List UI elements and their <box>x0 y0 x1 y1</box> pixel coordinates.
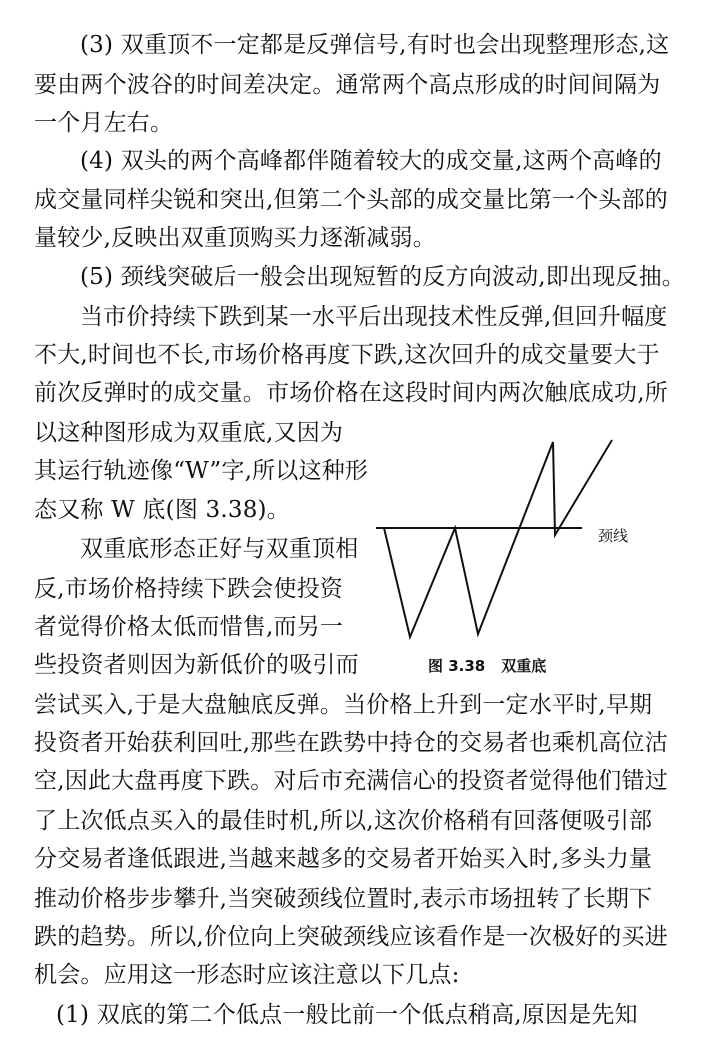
neckline-label: 颈线 <box>598 527 629 545</box>
text-line: (3) 双重顶不一定都是反弹信号,有时也会出现整理形态,这 <box>80 32 670 58</box>
text-line: 分交易者逢低跟进,当越来越多的交易者开始买入时,多头力量 <box>34 846 653 872</box>
text-line: 一个月左右。 <box>34 110 174 136</box>
w-pattern-line <box>384 440 612 637</box>
text-line: 量较少,反映出双重顶购买力逐渐减弱。 <box>34 225 436 251</box>
text-line: (1) 双底的第二个低点一般比前一个低点稍高,原因是先知 <box>56 1002 638 1028</box>
text-line: 反,市场价格持续下跌会使投资 <box>34 576 344 602</box>
text-line: 些投资者则因为新低价的吸引而 <box>34 652 359 678</box>
figure-title: 双重底 <box>501 657 547 675</box>
text-line: 要由两个波谷的时间差决定。通常两个高点形成的时间间隔为 <box>34 72 661 98</box>
text-line: 推动价格步步攀升,当突破颈线位置时,表示市场扭转了长期下 <box>34 886 653 912</box>
text-line: 了上次低点买入的最佳时机,所以,这次价格稍有回落便吸引部 <box>34 808 653 834</box>
text-line: 成交量同样尖锐和突出,但第二个头部的成交量比第一个头部的 <box>34 187 668 213</box>
text-line: 空,因此大盘再度下跌。对后市充满信心的投资者觉得他们错过 <box>34 768 668 794</box>
text-line: 投资者开始获利回吐,那些在跌势中持仓的交易者也乘机高位沽 <box>34 730 668 756</box>
text-line: 机会。应用这一形态时应该注意以下几点: <box>34 962 460 988</box>
text-line: (4) 双头的两个高峰都伴随着较大的成交量,这两个高峰的 <box>80 148 662 174</box>
figure-caption <box>428 655 546 676</box>
text-line: 其运行轨迹像“W”字,所以这种形 <box>34 458 369 484</box>
text-line: 双重底形态正好与双重顶相 <box>80 536 359 562</box>
text-line: (5) 颈线突破后一般会出现短暂的反方向波动,即出现反抽。 <box>80 264 686 290</box>
text-line: 前次反弹时的成交量。市场价格在这段时间内两次触底成功,所 <box>34 380 668 406</box>
text-line: 不大,时间也不长,市场价格再度下跌,这次回升的成交量要大于 <box>34 342 660 368</box>
text-line: 态又称 W 底(图 3.38)。 <box>34 497 290 523</box>
double-bottom-figure <box>362 432 662 682</box>
figure-number: 图 3.38 <box>428 657 486 675</box>
text-line: 跌的趋势。所以,价位向上突破颈线应该看作是一次极好的买进 <box>34 924 668 950</box>
text-line: 当市价持续下跌到某一水平后出现技术性反弹,但回升幅度 <box>80 304 668 330</box>
text-line: 以这种图形成为双重底,又因为 <box>34 420 344 446</box>
text-line: 者觉得价格太低而惜售,而另一 <box>34 614 344 640</box>
text-line: 尝试买入,于是大盘触底反弹。当价格上升到一定水平时,早期 <box>34 692 653 718</box>
